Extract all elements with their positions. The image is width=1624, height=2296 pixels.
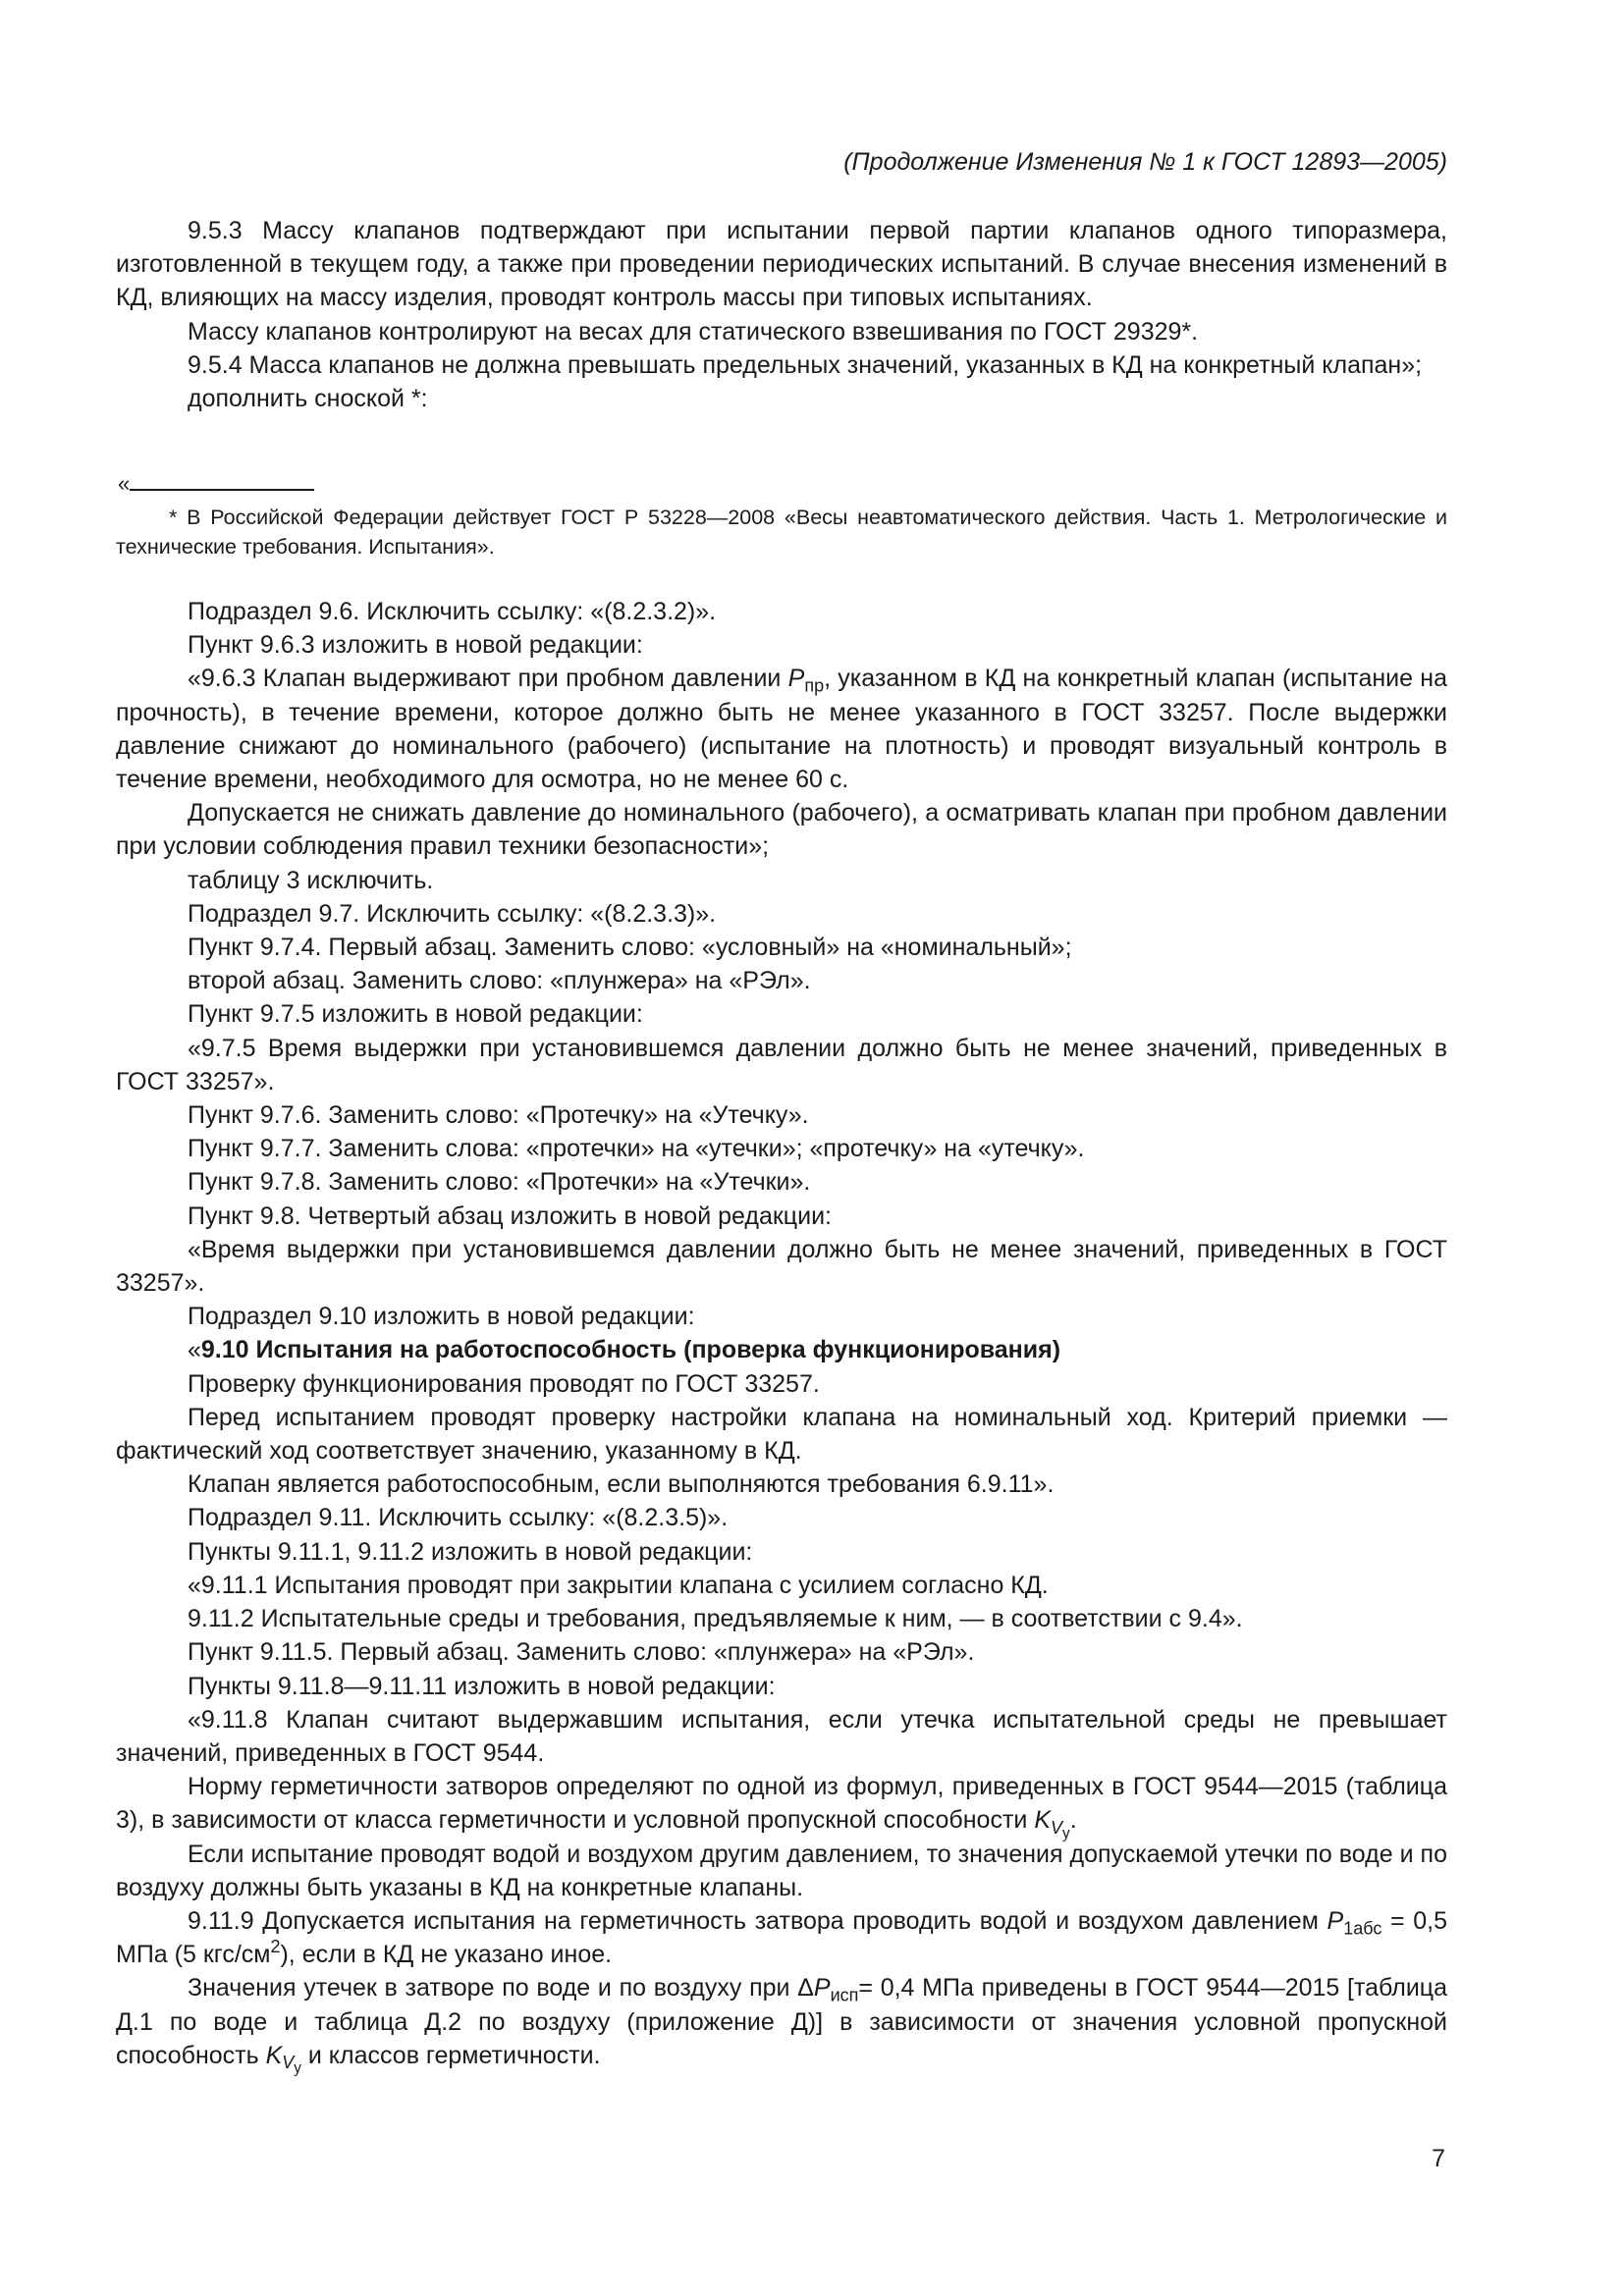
paragraph-table3: таблицу 3 исключить. [188,866,434,894]
paragraph-9-7-5: «9.7.5 Время выдержки при установившемся давлении должно быть не менее значений, приведенных в ГОСТ 33257». [116,1034,1447,1095]
paragraph-stroke-check: Перед испытанием проводят проверку настройки клапана на номинальный ход. Критерий приемки — фактический ход соответствует значению, указанному в КД. [116,1403,1447,1466]
footnote [116,503,1447,561]
paragraph-9-6: Подраздел 9.6. Исключить ссылку: «(8.2.3.2)». [188,598,717,625]
paragraph-9-7-6: Пункт 9.7.6. Заменить слово: «Протечку» на «Утечку». [188,1101,809,1130]
paragraph-9-11: Подраздел 9.11. Исключить ссылку: «(8.2.3.5)». [188,1504,729,1532]
paragraph-9-8-text: «Время выдержки при установившемся давлении должно быть не менее значений, приведенных в ГОСТ 33257». [116,1235,1447,1298]
paragraph-other-pressure: Если испытание проводят водой и воздухом другим давлением, то значения допускаемой утечки по воде и по воздуху должны быть указаны в КД на конкретные клапаны. [116,1840,1447,1901]
footnote-text: * В Российской Федерации действует ГОСТ Р 53228—2008 «Весы неавтоматического действия. Часть 1. Метрологические и технические требования. Испытания». [116,506,1447,559]
body-section-1 [116,214,1447,415]
paragraph-9-11-2: 9.11.2 Испытательные среды и требования, предъявляемые к ним, — в соответствии с 9.4». [188,1605,1243,1633]
paragraph-9-7-4: Пункт 9.7.4. Первый абзац. Заменить слово: «условный» на «номинальный»; [188,934,1072,962]
paragraph-allowed: Допускается не снижать давление до номинального (рабочего), а осматривать клапан при пробном давлении при условии соблюдения правил техники безопасности»; [116,799,1447,861]
paragraph-9-11-5: Пункт 9.11.5. Первый абзац. Заменить слово: «плунжера» на «РЭл». [188,1638,975,1667]
paragraph-operable: Клапан является работоспособным, если выполняются требования 6.9.11». [188,1470,1055,1499]
paragraph-9-11-8: «9.11.8 Клапан считают выдержавшим испытания, если утечка испытательной среды не превышает значений, приведенных в ГОСТ 9544. [116,1705,1447,1767]
paragraph-function-check: Проверку функционирования проводят по ГОСТ 33257. [188,1369,820,1398]
body-section-2 [116,595,1448,2077]
paragraph-9-5-4: 9.5.4 Масса клапанов не должна превышать предельных значений, указанных в КД на конкретный клапан»; [188,350,1423,379]
paragraph-9-7: Подраздел 9.7. Исключить ссылку: «(8.2.3.3)». [188,899,717,928]
heading-9-10: «9.10 Испытания на работоспособность (проверка функционирования) [188,1336,1061,1364]
paragraph-9-10-intro: Подраздел 9.10 изложить в новой редакции: [188,1303,695,1331]
paragraph-mass-control: Массу клапанов контролируют на весах для статического взвешивания по ГОСТ 29329*. [188,317,1199,346]
paragraph-9-11-1: «9.11.1 Испытания проводят при закрытии клапана с усилием согласно КД. [188,1571,1049,1599]
footnote-quote-mark: « [118,471,131,496]
paragraph-9-7-8: Пункт 9.7.8. Заменить слово: «Протечки» на «Утечки». [188,1168,811,1197]
paragraph-9-11-9: 9.11.9 Допускается испытания на герметичность затвора проводить водой и воздухом давлением $P_{1абс} = 0,5$ МПа (5 кгс/$см^2$), если в КД не указано иное. [116,1906,1447,1969]
paragraph-9-5-3: 9.5.3 Массу клапанов подтверждают при испытании первой партии клапанов одного типоразмера, изготовленной в текущем году, а также при проведении периодических испытаний. В случае внесения изменений в КД, влияющих на массу изделия, проводят контроль массы при типовых испытаниях. [116,217,1447,312]
document-header: (Продолжение Изменения № 1 к ГОСТ 12893—2005) [843,148,1447,176]
paragraph-leak-values: Значения утечек в затворе по воде и по воздуху при $\Delta P_{исп}= 0,4$ МПа приведены в ГОСТ 9544—2015 [таблица Д.1 по воде и таблица Д.2 по воздуху (приложение Д)] в зависимости от значения условной пропускной способность $K_{V_y}$ и классов герметичности. [116,1974,1448,2077]
paragraph-9-11-8-intro: Пункты 9.11.8—9.11.11 изложить в новой редакции: [188,1672,776,1700]
paragraph-9-8: Пункт 9.8. Четвертый абзац изложить в новой редакции: [188,1201,832,1230]
paragraph-add-footnote: дополнить сноской *: [188,385,428,413]
paragraph-tightness-norm: Норму герметичности затворов определяют по одной из формул, приведенных в ГОСТ 9544—2015 (таблица 3), в зависимости от класса герметичности и условной пропускной способности $K_{V_y}$. [116,1773,1447,1842]
paragraph-9-7-7: Пункт 9.7.7. Заменить слова: «протечки» на «утечки»; «протечку» на «утечку». [188,1135,1085,1163]
paragraph-9-6-3-intro: Пункт 9.6.3 изложить в новой редакции: [188,631,643,660]
paragraph-9-11-intro: Пункты 9.11.1, 9.11.2 изложить в новой редакции: [188,1537,753,1566]
paragraph-9-7-4-second: второй абзац. Заменить слово: «плунжера» на «РЭл». [188,967,811,995]
paragraph-9-6-3: «9.6.3 Клапан выдерживают при пробном давлении $P_{пр}$, указанном в КД на конкретный клапан (испытание на прочность), в течение времени, которое должно быть не менее указанного в ГОСТ 33257. После выдержки давление снижают до номинального (рабочего) (испытание на плотность) и проводят визуальный контроль в течение времени, необходимого для осмотра, но не менее 60 с. [116,665,1448,794]
paragraph-9-7-5-intro: Пункт 9.7.5 изложить в новой редакции: [188,1000,643,1029]
page-number: 7 [1432,2145,1445,2172]
footnote-divider [130,489,314,491]
